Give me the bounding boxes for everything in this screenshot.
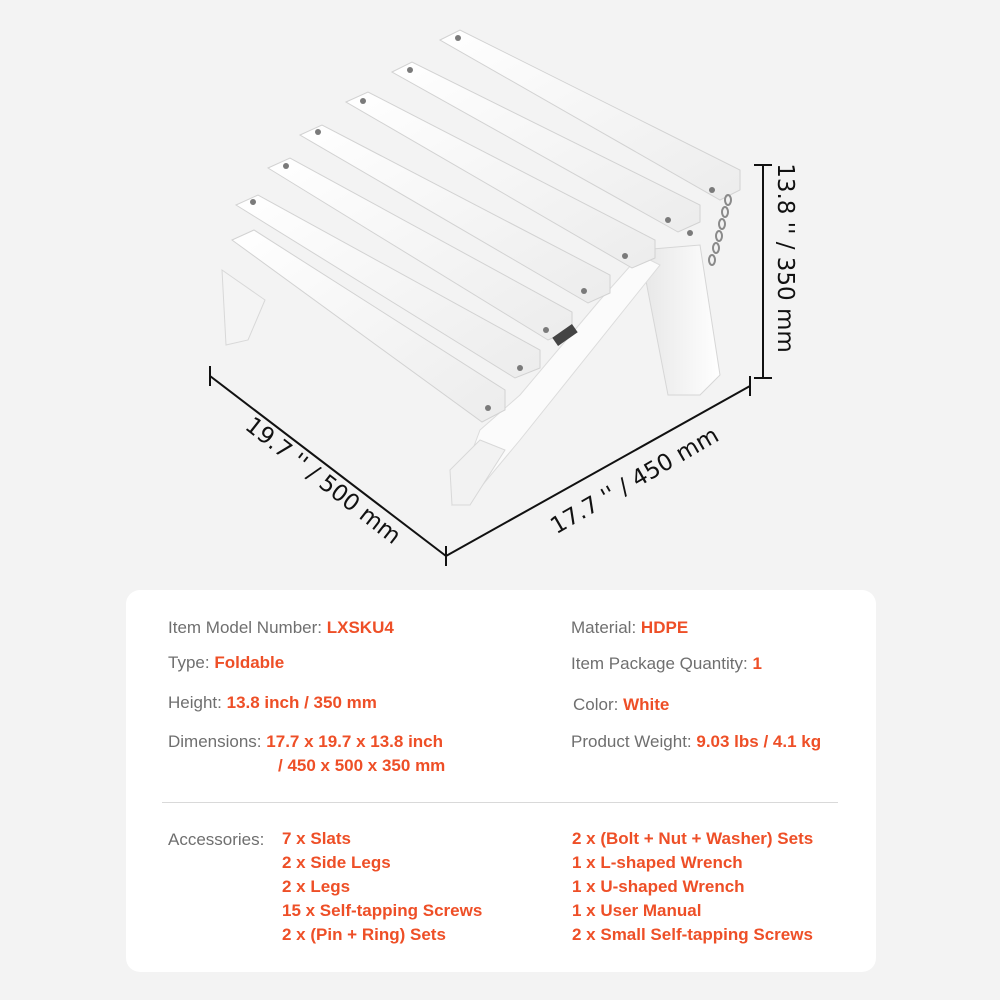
spec-model-number: Item Model Number: LXSKU4 [168,618,394,637]
spec-material: Material: HDPE [571,618,689,637]
chain [709,195,731,265]
spec-dimensions-metric: / 450 x 500 x 350 mm [278,756,446,775]
accessory-item: 2 x Side Legs [282,853,391,872]
accessory-item: 2 x Legs [282,877,351,896]
accessory-item: 2 x (Bolt + Nut + Washer) Sets [572,829,814,848]
spec-dimensions: Dimensions: 17.7 x 19.7 x 13.8 inch [168,732,444,751]
spec-card [126,590,876,972]
accessories-list-left [282,828,482,946]
accessory-item: 1 x User Manual [572,901,702,920]
spec-color: Color: White [573,695,670,714]
accessory-item: 15 x Self-tapping Screws [282,901,483,920]
divider [162,802,838,803]
accessories-list-right [572,828,813,946]
spec-package-quantity: Item Package Quantity: 1 [571,654,762,673]
spec-type: Type: Foldable [168,653,285,672]
spec-height: Height: 13.8 inch / 350 mm [168,693,377,712]
width-dimension-label: 17.7 '' / 450 mm [546,422,724,540]
spec-product-weight: Product Weight: 9.03 lbs / 4.1 kg [571,732,822,751]
accessory-item: 1 x L-shaped Wrench [572,853,743,872]
accessory-item: 1 x U-shaped Wrench [572,877,745,896]
accessory-item: 7 x Slats [282,829,351,848]
accessory-item: 2 x (Pin + Ring) Sets [282,925,446,944]
accessories-label: Accessories: [168,830,265,849]
length-dimension-label: 19.7 '' / 500 mm [240,412,406,550]
height-dimension-label: 13.8 '' / 350 mm [771,163,798,353]
accessory-item: 2 x Small Self-tapping Screws [572,925,813,944]
